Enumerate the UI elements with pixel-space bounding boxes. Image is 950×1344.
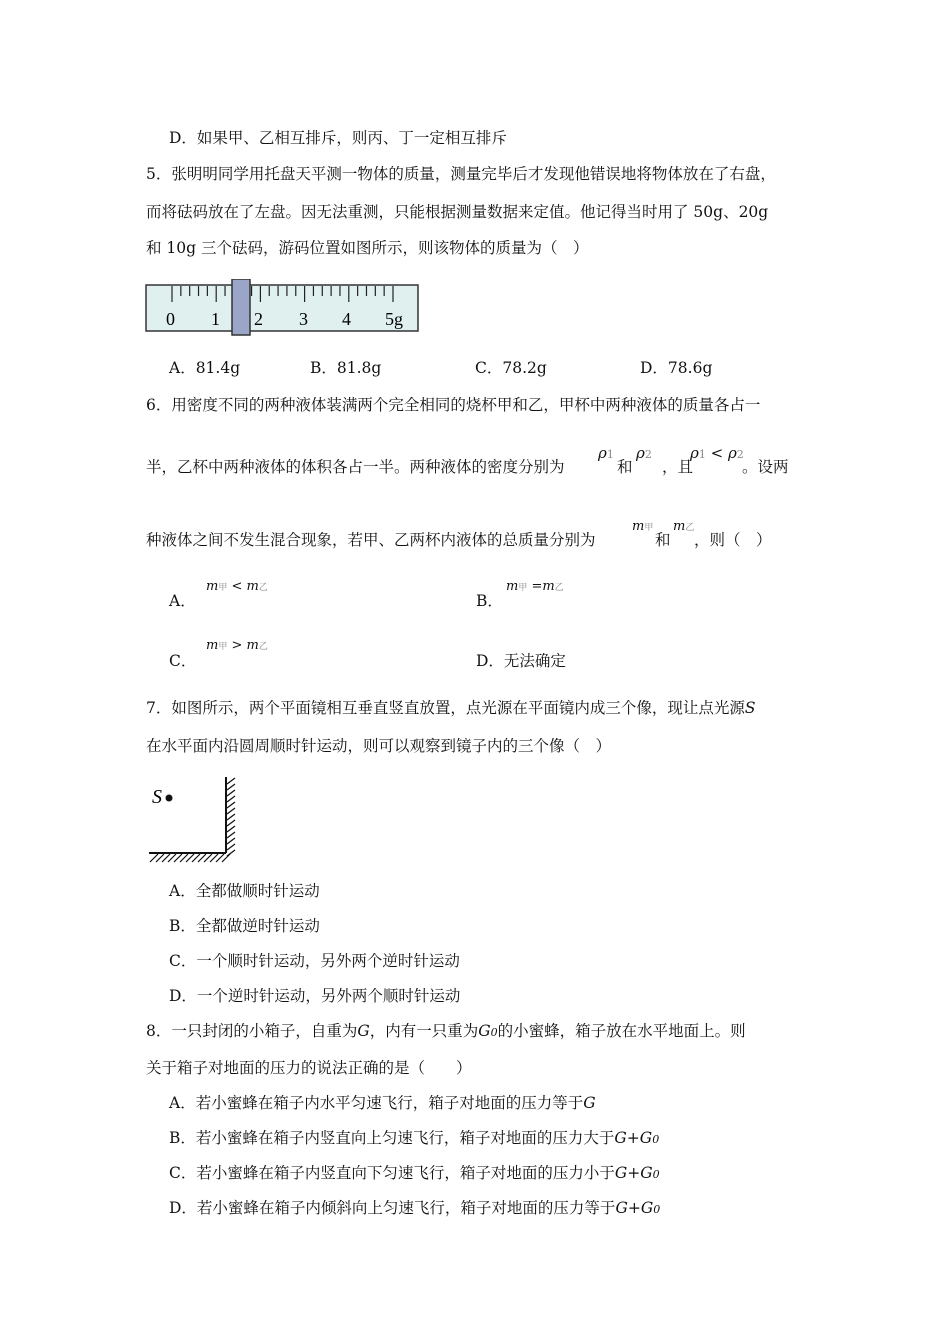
- q5-option-c: C．78.2g: [475, 359, 547, 377]
- q6-option-c-formula: m甲 > m乙: [206, 638, 268, 653]
- light-source-dot: [166, 795, 173, 802]
- scale-label-0: 0: [166, 309, 175, 329]
- m-yi: m乙: [673, 519, 695, 534]
- rho-inequality: ρ1 < ρ2: [690, 444, 744, 462]
- mirror-hatch: [227, 826, 235, 832]
- q6-option-c-label: C．: [169, 652, 197, 670]
- q7-option-d: D．一个逆时针运动，另外两个顺时针运动: [169, 987, 461, 1005]
- q8-option-a: A．若小蜜蜂在箱子内水平匀速飞行，箱子对地面的压力等于G: [169, 1094, 596, 1112]
- q8-line1: 8．一只封闭的小箱子，自重为G，内有一只重为G0的小蜜蜂，箱子放在水平地面上。则: [146, 1022, 746, 1040]
- m-jia: m甲: [632, 519, 654, 534]
- mirror-hatch: [227, 814, 235, 820]
- mirror-hatch: [227, 790, 235, 796]
- q6-and-3: 和: [655, 531, 671, 549]
- mirror-hatch: [227, 808, 235, 814]
- q6-option-a-formula: m甲 < m乙: [206, 579, 268, 594]
- q8-option-d: D．若小蜜蜂在箱子内倾斜向上匀速飞行，箱子对地面的压力等于G+G0: [169, 1199, 661, 1217]
- q7-option-a: A．全都做顺时针运动: [169, 882, 320, 900]
- rider: [232, 279, 250, 335]
- scale-label-5g: 5g: [385, 309, 403, 329]
- q5-line2: 而将砝码放在了左盘。因无法重测，只能根据测量数据来定值。他记得当时用了 50g、20g: [146, 203, 769, 221]
- q7-option-b: B．全都做逆时针运动: [169, 917, 320, 935]
- q4-option-d: D．如果甲、乙相互排斥，则丙、丁一定相互排斥: [169, 129, 507, 147]
- q7-line1: 7．如图所示，两个平面镜相互垂直竖直放置，点光源在平面镜内成三个像，现让点光源S: [146, 699, 756, 717]
- q5-option-d: D．78.6g: [640, 359, 713, 377]
- mirror-hatch: [227, 802, 235, 808]
- scale-label-4: 4: [342, 309, 351, 329]
- rider-scale-figure: [144, 279, 422, 337]
- q8-line2: 关于箱子对地面的压力的说法正确的是（ ）: [146, 1059, 472, 1077]
- q6-option-d: D．无法确定: [476, 652, 566, 670]
- q8-option-c: C．若小蜜蜂在箱子内竖直向下匀速飞行，箱子对地面的压力小于G+G0: [169, 1164, 660, 1182]
- scale-label-1: 1: [211, 309, 220, 329]
- q6-line3-end: ，则（ ）: [694, 531, 772, 549]
- rho1: ρ1: [598, 444, 614, 462]
- mirror-hatch: [227, 832, 235, 838]
- mirror-hatch: [227, 844, 235, 850]
- q6-and-2: ，且: [662, 458, 694, 476]
- mirror-hatch: [227, 796, 235, 802]
- q6-option-b-formula: m甲 =m乙: [506, 579, 564, 594]
- mirror-hatch: [227, 838, 235, 844]
- q6-line2: 半，乙杯中两种液体的体积各占一半。两种液体的密度分别为: [146, 458, 565, 476]
- q7-line2: 在水平面内沿圆周顺时针运动，则可以观察到镜子内的三个像（ ）: [146, 737, 612, 755]
- q5-option-b: B．81.8g: [310, 359, 382, 377]
- q6-option-b-label: B．: [476, 592, 503, 610]
- q5-line3: 和 10g 三个砝码，游码位置如图所示，则该物体的质量为（ ）: [146, 239, 589, 257]
- rho2: ρ2: [636, 444, 652, 462]
- q5-option-a: A．81.4g: [169, 359, 241, 377]
- light-source-label: S: [152, 786, 162, 808]
- q6-line1: 6．用密度不同的两种液体装满两个完全相同的烧杯甲和乙，甲杯中两种液体的质量各占一: [146, 396, 761, 414]
- q6-and-1: 和: [617, 458, 633, 476]
- q5-line1: 5．张明明同学用托盘天平测一物体的质量，测量完毕后才发现他错误地将物体放在了右盘，: [146, 165, 776, 183]
- q6-line3: 种液体之间不发生混合现象，若甲、乙两杯内液体的总质量分别为: [146, 531, 596, 549]
- q6-option-a-label: A．: [169, 592, 196, 610]
- q6-line2-end: 。设两: [742, 458, 789, 476]
- mirror-hatch: [227, 820, 235, 826]
- q7-option-c: C．一个顺时针运动，另外两个逆时针运动: [169, 952, 460, 970]
- mirror-hatch: [227, 784, 235, 790]
- scale-label-3: 3: [299, 309, 308, 329]
- q8-option-b: B．若小蜜蜂在箱子内竖直向上匀速飞行，箱子对地面的压力大于G+G0: [169, 1129, 660, 1147]
- mirror-hatch: [227, 778, 235, 784]
- scale-label-2: 2: [254, 309, 263, 329]
- mirrors-figure: [146, 772, 246, 864]
